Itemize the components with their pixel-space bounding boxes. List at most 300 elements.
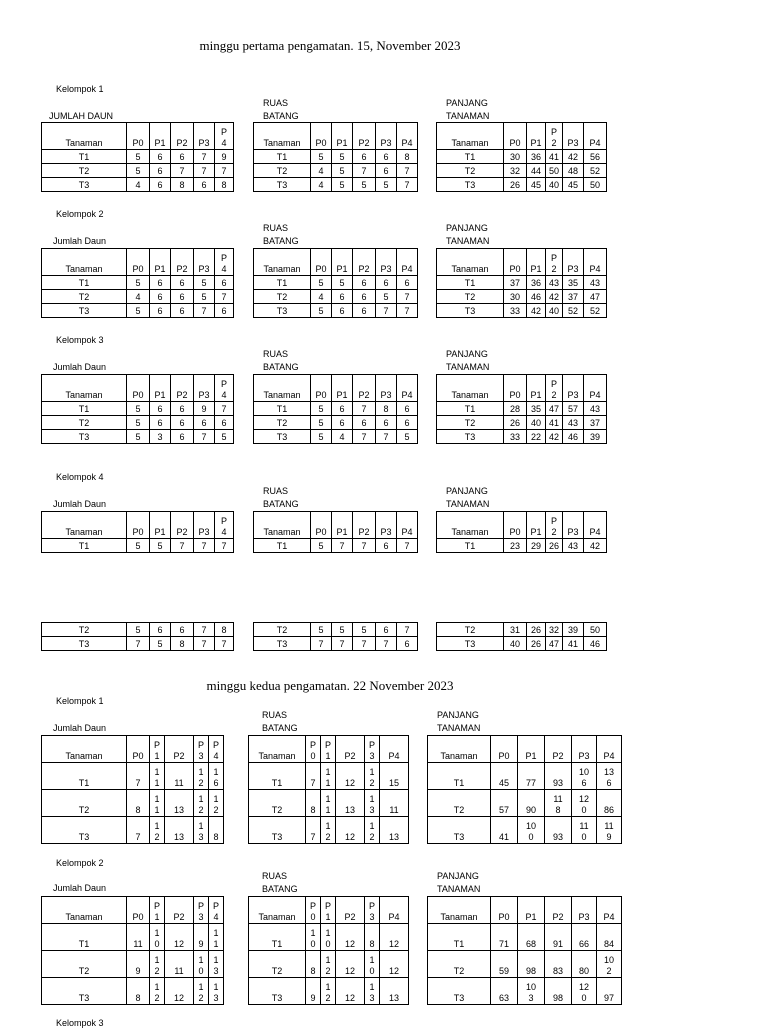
value-cell: 1 2	[365, 763, 380, 790]
value-cell: 43	[584, 276, 607, 290]
value-cell: 6	[194, 178, 215, 192]
value-cell: 98	[545, 978, 572, 1005]
table-row	[42, 539, 234, 553]
value-cell: 26	[527, 623, 546, 637]
value-cell: 42	[584, 539, 607, 553]
header-row	[42, 736, 224, 763]
plant-cell: T2	[249, 951, 306, 978]
header-cell: P 0	[306, 736, 321, 763]
value-cell: 4	[311, 164, 332, 178]
value-cell: 5	[311, 416, 332, 430]
value-cell: 8	[127, 978, 150, 1005]
plant-cell: T1	[437, 402, 504, 416]
table-row	[42, 978, 224, 1005]
table-row	[254, 290, 418, 304]
header-cell: P 3	[194, 736, 209, 763]
value-cell: 7	[353, 637, 376, 651]
table-row	[254, 430, 418, 444]
header-row	[437, 249, 607, 276]
value-cell: 6	[353, 416, 376, 430]
header-cell: P 1	[321, 897, 336, 924]
plant-cell: T3	[254, 430, 311, 444]
panjang-tanaman-table	[427, 896, 622, 1005]
value-cell: 6	[332, 416, 353, 430]
header-cell: P3	[563, 375, 584, 402]
value-cell: 1 2	[321, 951, 336, 978]
table-row	[249, 817, 409, 844]
table-row	[254, 164, 418, 178]
plant-cell: T2	[42, 416, 127, 430]
header-cell: P 3	[194, 897, 209, 924]
value-cell: 6	[397, 402, 418, 416]
value-cell: 6	[376, 164, 397, 178]
table-row	[437, 402, 607, 416]
value-cell: 6	[376, 416, 397, 430]
value-cell: 35	[563, 276, 584, 290]
plant-cell: T2	[254, 290, 311, 304]
value-cell: 6	[332, 290, 353, 304]
value-cell: 5	[397, 430, 418, 444]
value-cell: 6	[215, 416, 234, 430]
table-row	[254, 304, 418, 318]
value-cell: 32	[546, 623, 563, 637]
value-cell: 1 3	[209, 978, 224, 1005]
plant-cell: T2	[42, 951, 127, 978]
value-cell: 8	[306, 951, 321, 978]
header-row	[42, 375, 234, 402]
value-cell: 1 2	[194, 978, 209, 1005]
value-cell: 40	[504, 637, 527, 651]
value-cell: 8	[376, 402, 397, 416]
value-cell: 6	[376, 623, 397, 637]
plant-cell: T2	[437, 164, 504, 178]
header-cell: P1	[527, 123, 546, 150]
value-cell: 50	[546, 164, 563, 178]
value-cell: 7	[194, 150, 215, 164]
table-row	[437, 623, 607, 637]
value-cell: 1 2	[194, 790, 209, 817]
value-cell: 1 1	[150, 790, 165, 817]
table-row	[428, 790, 622, 817]
value-cell: 9	[194, 402, 215, 416]
plant-cell: T1	[254, 402, 311, 416]
value-cell: 57	[563, 402, 584, 416]
header-cell: P0	[311, 123, 332, 150]
header-cell: P 4	[209, 736, 224, 763]
plant-cell: T3	[42, 430, 127, 444]
value-cell: 39	[584, 430, 607, 444]
header-cell: P1	[527, 249, 546, 276]
header-cell: P4	[397, 512, 418, 539]
value-cell: 39	[563, 623, 584, 637]
value-cell: 12	[380, 951, 409, 978]
header-cell: P 1	[150, 736, 165, 763]
value-cell: 13 6	[597, 763, 622, 790]
table-row	[437, 178, 607, 192]
value-cell: 7	[332, 539, 353, 553]
header-cell: P1	[518, 897, 545, 924]
header-cell: P 3	[365, 897, 380, 924]
header-cell: P3	[376, 375, 397, 402]
value-cell: 7	[376, 304, 397, 318]
value-cell: 93	[545, 817, 572, 844]
header-cell: P 4	[215, 375, 234, 402]
header-cell: Tanaman	[428, 897, 491, 924]
header-cell: P0	[127, 512, 150, 539]
value-cell: 12 0	[572, 790, 597, 817]
value-cell: 5	[311, 539, 332, 553]
table-row	[254, 276, 418, 290]
value-cell: 90	[518, 790, 545, 817]
value-cell: 5	[353, 623, 376, 637]
plant-cell: T1	[42, 150, 127, 164]
value-cell: 42	[546, 290, 563, 304]
ruas-batang-label: RUAS BATANG	[263, 98, 299, 121]
value-cell: 48	[563, 164, 584, 178]
header-cell: P2	[353, 249, 376, 276]
value-cell: 80	[572, 951, 597, 978]
value-cell: 46	[527, 290, 546, 304]
jumlah-daun-label: Jumlah Daun	[53, 883, 107, 893]
header-cell: P0	[504, 123, 527, 150]
value-cell: 36	[527, 276, 546, 290]
value-cell: 1 6	[209, 763, 224, 790]
panjang-tanaman-label: PANJANG TANAMAN	[437, 871, 481, 894]
header-cell: P2	[165, 897, 194, 924]
value-cell: 5	[376, 178, 397, 192]
panjang-tanaman-label: PANJANG TANAMAN	[446, 223, 490, 246]
header-row	[254, 512, 418, 539]
plant-cell: T2	[437, 623, 504, 637]
value-cell: 7	[311, 637, 332, 651]
value-cell: 6	[150, 150, 171, 164]
header-cell: P 2	[546, 249, 563, 276]
value-cell: 59	[491, 951, 518, 978]
plant-cell: T1	[254, 150, 311, 164]
value-cell: 84	[597, 924, 622, 951]
value-cell: 41	[491, 817, 518, 844]
value-cell: 47	[584, 290, 607, 304]
table-row	[42, 637, 234, 651]
header-cell: P 4	[215, 123, 234, 150]
value-cell: 44	[527, 164, 546, 178]
header-cell: P2	[165, 736, 194, 763]
value-cell: 40	[527, 416, 546, 430]
value-cell: 45	[491, 763, 518, 790]
table-row	[42, 951, 224, 978]
header-cell: Tanaman	[437, 249, 504, 276]
header-cell: P1	[527, 375, 546, 402]
value-cell: 7	[397, 178, 418, 192]
value-cell: 4	[311, 290, 332, 304]
value-cell: 1 1	[150, 763, 165, 790]
plant-cell: T3	[437, 430, 504, 444]
value-cell: 13	[165, 790, 194, 817]
plant-cell: T3	[249, 978, 306, 1005]
plant-cell: T2	[42, 164, 127, 178]
value-cell: 66	[572, 924, 597, 951]
group-label: Kelompok 1	[56, 696, 104, 706]
header-cell: P0	[491, 736, 518, 763]
value-cell: 5	[332, 623, 353, 637]
table-row	[249, 978, 409, 1005]
value-cell: 41	[546, 150, 563, 164]
value-cell: 98	[518, 951, 545, 978]
plant-cell: T3	[42, 178, 127, 192]
value-cell: 5	[194, 276, 215, 290]
value-cell: 6	[353, 290, 376, 304]
plant-cell: T3	[42, 978, 127, 1005]
value-cell: 7	[353, 164, 376, 178]
header-cell: P3	[563, 249, 584, 276]
plant-cell: T3	[254, 178, 311, 192]
header-cell: P1	[332, 249, 353, 276]
plant-cell: T3	[437, 637, 504, 651]
group-label: Kelompok 2	[56, 858, 104, 868]
value-cell: 6	[171, 416, 194, 430]
value-cell: 41	[546, 416, 563, 430]
value-cell: 6	[150, 276, 171, 290]
value-cell: 1 0	[365, 951, 380, 978]
value-cell: 5	[194, 290, 215, 304]
value-cell: 42	[546, 430, 563, 444]
value-cell: 11	[165, 951, 194, 978]
panjang-tanaman-table-continued	[436, 622, 607, 651]
header-cell: P1	[527, 512, 546, 539]
header-cell: P0	[504, 249, 527, 276]
value-cell: 93	[545, 763, 572, 790]
value-cell: 9	[215, 150, 234, 164]
value-cell: 97	[597, 978, 622, 1005]
value-cell: 11	[165, 763, 194, 790]
header-cell: P0	[311, 375, 332, 402]
value-cell: 6	[215, 304, 234, 318]
header-cell: P2	[353, 123, 376, 150]
header-cell: P3	[572, 736, 597, 763]
value-cell: 7	[397, 623, 418, 637]
value-cell: 5	[353, 178, 376, 192]
value-cell: 83	[545, 951, 572, 978]
value-cell: 1 2	[150, 817, 165, 844]
group-label: Kelompok 4	[56, 472, 104, 482]
plant-cell: T2	[249, 790, 306, 817]
value-cell: 7	[194, 539, 215, 553]
panjang-tanaman-label: PANJANG TANAMAN	[446, 486, 490, 509]
table-row	[42, 430, 234, 444]
value-cell: 12	[165, 924, 194, 951]
value-cell: 11	[127, 924, 150, 951]
value-cell: 10 2	[597, 951, 622, 978]
value-cell: 56	[584, 150, 607, 164]
value-cell: 1 0	[194, 951, 209, 978]
header-cell: P0	[311, 512, 332, 539]
header-cell: P0	[311, 249, 332, 276]
value-cell: 9	[194, 924, 209, 951]
value-cell: 12	[165, 978, 194, 1005]
value-cell: 12	[380, 924, 409, 951]
header-row	[437, 123, 607, 150]
ruas-batang-table-continued	[253, 622, 418, 651]
table-row	[249, 763, 409, 790]
value-cell: 6	[353, 150, 376, 164]
value-cell: 37	[504, 276, 527, 290]
table-row	[254, 178, 418, 192]
value-cell: 6	[171, 150, 194, 164]
value-cell: 33	[504, 304, 527, 318]
table-row	[437, 539, 607, 553]
header-cell: Tanaman	[428, 736, 491, 763]
value-cell: 7	[127, 817, 150, 844]
value-cell: 13	[165, 817, 194, 844]
plant-cell: T2	[254, 416, 311, 430]
value-cell: 5	[127, 430, 150, 444]
value-cell: 12	[336, 924, 365, 951]
value-cell: 11	[380, 790, 409, 817]
header-cell: Tanaman	[254, 123, 311, 150]
jumlah-daun-table-continued	[41, 622, 234, 651]
table-row	[428, 978, 622, 1005]
jumlah-daun-table	[41, 511, 234, 553]
value-cell: 6	[353, 276, 376, 290]
value-cell: 4	[127, 290, 150, 304]
jumlah-daun-label: Jumlah Daun	[53, 236, 107, 246]
header-cell: P0	[504, 512, 527, 539]
table-row	[254, 539, 418, 553]
table-row	[437, 430, 607, 444]
plant-cell: T2	[42, 290, 127, 304]
value-cell: 6	[397, 276, 418, 290]
header-cell: Tanaman	[254, 375, 311, 402]
header-cell: P1	[150, 249, 171, 276]
table-row	[42, 817, 224, 844]
header-row	[254, 375, 418, 402]
value-cell: 37	[584, 416, 607, 430]
plant-cell: T3	[254, 304, 311, 318]
value-cell: 1 3	[194, 817, 209, 844]
value-cell: 5	[332, 178, 353, 192]
value-cell: 40	[546, 178, 563, 192]
plant-cell: T2	[428, 790, 491, 817]
value-cell: 36	[527, 150, 546, 164]
header-cell: P1	[332, 123, 353, 150]
ruas-batang-label: RUAS BATANG	[262, 710, 298, 733]
value-cell: 3	[150, 430, 171, 444]
value-cell: 6	[171, 623, 194, 637]
ruas-batang-table	[248, 896, 409, 1005]
plant-cell: T1	[437, 276, 504, 290]
value-cell: 86	[597, 790, 622, 817]
header-row	[428, 897, 622, 924]
ruas-batang-table	[253, 374, 418, 444]
ruas-batang-label: RUAS BATANG	[263, 486, 299, 509]
value-cell: 7	[194, 430, 215, 444]
group-label: Kelompok 2	[56, 209, 104, 219]
value-cell: 12	[336, 951, 365, 978]
value-cell: 47	[546, 637, 563, 651]
header-cell: Tanaman	[42, 375, 127, 402]
plant-cell: T3	[428, 817, 491, 844]
value-cell: 13	[380, 978, 409, 1005]
ruas-batang-table	[248, 735, 409, 844]
header-row	[249, 736, 409, 763]
plant-cell: T1	[254, 276, 311, 290]
value-cell: 43	[584, 402, 607, 416]
table-row	[428, 951, 622, 978]
value-cell: 7	[397, 539, 418, 553]
header-cell: P4	[380, 897, 409, 924]
jumlah-daun-label: Jumlah Daun	[53, 362, 107, 372]
value-cell: 42	[527, 304, 546, 318]
value-cell: 45	[527, 178, 546, 192]
group-label: Kelompok 3	[56, 335, 104, 345]
value-cell: 13	[380, 817, 409, 844]
header-cell: Tanaman	[42, 897, 127, 924]
value-cell: 26	[504, 178, 527, 192]
value-cell: 5	[311, 276, 332, 290]
plant-cell: T2	[437, 416, 504, 430]
table-row	[254, 150, 418, 164]
value-cell: 9	[127, 951, 150, 978]
value-cell: 46	[563, 430, 584, 444]
plant-cell: T1	[437, 539, 504, 553]
header-cell: P3	[194, 375, 215, 402]
table-row	[254, 637, 418, 651]
value-cell: 8	[365, 924, 380, 951]
header-cell: Tanaman	[254, 512, 311, 539]
header-cell: P4	[584, 512, 607, 539]
week1-title: minggu pertama pengamatan. 15, November 2023	[199, 38, 461, 53]
value-cell: 5	[127, 623, 150, 637]
value-cell: 5	[127, 150, 150, 164]
header-cell: P4	[397, 249, 418, 276]
value-cell: 7	[194, 623, 215, 637]
value-cell: 7	[353, 402, 376, 416]
value-cell: 6	[171, 290, 194, 304]
value-cell: 1 2	[209, 790, 224, 817]
value-cell: 6	[171, 276, 194, 290]
header-cell: P2	[336, 736, 365, 763]
table-row	[42, 290, 234, 304]
header-cell: P4	[597, 736, 622, 763]
table-row	[254, 402, 418, 416]
group-label-cut: Kelompok 3	[56, 1018, 104, 1028]
header-cell: P2	[336, 897, 365, 924]
value-cell: 5	[311, 402, 332, 416]
value-cell: 12	[336, 763, 365, 790]
table-row	[428, 924, 622, 951]
header-cell: P4	[584, 375, 607, 402]
header-cell: P3	[194, 123, 215, 150]
value-cell: 5	[127, 164, 150, 178]
header-cell: P3	[376, 512, 397, 539]
value-cell: 6	[150, 164, 171, 178]
header-cell: P2	[171, 249, 194, 276]
value-cell: 12 0	[572, 978, 597, 1005]
header-cell: P4	[397, 123, 418, 150]
value-cell: 1 2	[150, 978, 165, 1005]
value-cell: 7	[376, 637, 397, 651]
value-cell: 8	[306, 790, 321, 817]
header-row	[254, 249, 418, 276]
value-cell: 37	[563, 290, 584, 304]
plant-cell: T2	[254, 164, 311, 178]
value-cell: 30	[504, 150, 527, 164]
panjang-tanaman-label: PANJANG TANAMAN	[437, 710, 481, 733]
header-row	[428, 736, 622, 763]
value-cell: 31	[504, 623, 527, 637]
value-cell: 7	[215, 402, 234, 416]
value-cell: 7	[397, 164, 418, 178]
